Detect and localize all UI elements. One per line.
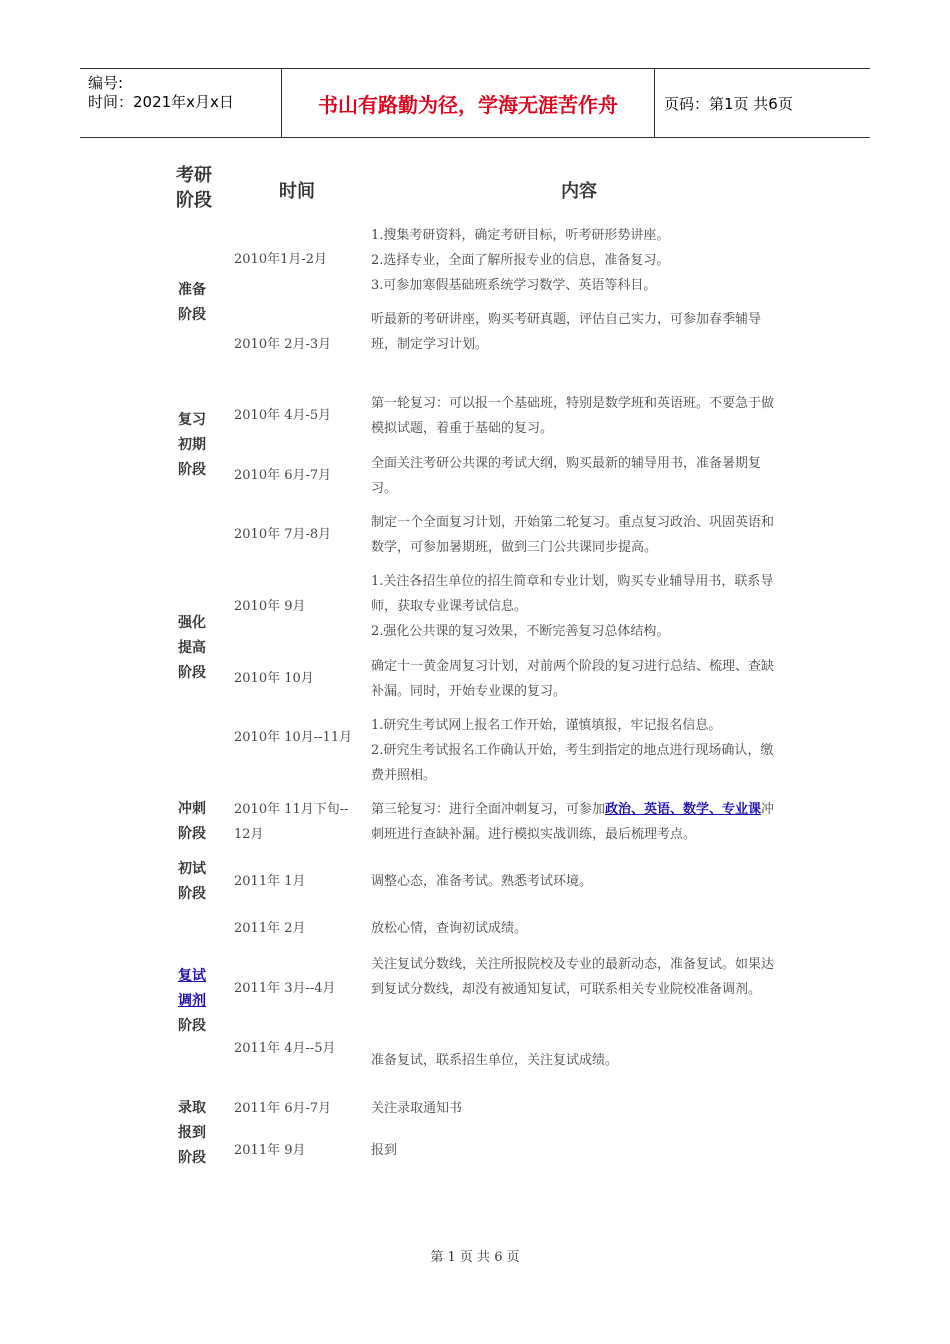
header-divider [654, 69, 655, 137]
content-line: 听最新的考研讲座，购买考研真题，评估自己实力，可参加春季辅导班，制定学习计划。 [371, 312, 762, 352]
row-content [371, 952, 781, 1002]
stage-prelim-exam [178, 857, 218, 907]
row-content [371, 223, 781, 298]
content-line: 1.搜集考研资料，确定考研目标，听考研形势讲座。 [371, 228, 670, 243]
row-content [371, 1138, 781, 1163]
page-footer: 第 1 页 共 6 页 [430, 1250, 520, 1265]
row-time: 2010年 2月-3月 [234, 337, 332, 352]
stage-label-line: 录取 [178, 1100, 206, 1116]
row-time: 2010年 9月 [234, 599, 306, 614]
content-line: 1.关注各招生单位的招生简章和专业计划，购买专业辅导用书，联系导师，获取专业课考试信息。 [371, 574, 774, 614]
row-time: 2011年 9月 [234, 1143, 306, 1158]
stage-retest [178, 964, 218, 1039]
content-line: 制定一个全面复习计划，开始第二轮复习。重点复习政治、巩固英语和数学，可参加暑期班，做到三门公共课同步提高。 [371, 515, 775, 555]
row-time: 2010年 10月 [234, 671, 314, 686]
course-link[interactable]: 政治、英语、数学、专业课 [605, 802, 762, 817]
stage-label-line: 提高 [178, 640, 206, 656]
row-content [371, 391, 781, 441]
stage-label-line: 强化 [178, 615, 206, 631]
content-line: 关注复试分数线，关注所报院校及专业的最新动态，准备复试。如果达到复试分数线，却没有被通知复试，可联系相关专业院校准备调剂。 [371, 957, 775, 997]
stage-label-line: 准备 [178, 282, 206, 298]
row-content [371, 451, 781, 501]
column-header-stage [176, 163, 212, 213]
content-line: 3.可参加寒假基础班系统学习数学、英语等科目。 [371, 278, 657, 293]
row-time: 2010年 11月下旬-- 12月 [234, 802, 349, 842]
row-content [371, 654, 781, 704]
row-time: 2010年 6月-7月 [234, 468, 332, 483]
header-left-cell [80, 69, 280, 137]
row-content [371, 569, 781, 644]
number-label: 编号: [88, 74, 124, 92]
stage-admission [178, 1096, 218, 1171]
stage-label-line: 阶段 [178, 307, 206, 323]
row-time: 2010年 7月-8月 [234, 527, 332, 542]
row-time: 2011年 2月 [234, 921, 306, 936]
content-line: 确定十一黄金周复习计划，对前两个阶段的复习进行总结、梳理、查缺补漏。同时，开始专业课的复习。 [371, 659, 775, 699]
row-time: 2011年 1月 [234, 874, 306, 889]
content-line: 放松心情，查询初试成绩。 [371, 921, 528, 936]
row-time: 2011年 6月-7月 [234, 1101, 332, 1116]
column-header-content: 内容 [561, 181, 597, 202]
row-time: 2010年1月-2月 [234, 252, 328, 267]
page-label: 页码：第1页 共6页 [664, 95, 793, 113]
stage-link-adjust[interactable]: 调剂 [178, 993, 206, 1009]
stage-label-line: 阶段 [178, 886, 206, 902]
content-line: 全面关注考研公共课的考试大纲，购买最新的辅导用书，准备暑期复习。 [371, 456, 762, 496]
content-line: 调整心态，准备考试。熟悉考试环境。 [371, 874, 593, 889]
content-line: 2.研究生考试报名工作确认开始，考生到指定的地点进行现场确认，缴费并照相。 [371, 743, 774, 783]
stage-link-retest[interactable]: 复试 [178, 968, 206, 984]
row-content [371, 916, 781, 941]
row-content [371, 510, 781, 560]
stage-label-line: 复习 [178, 412, 206, 428]
content-line: 1.研究生考试网上报名工作开始，谨慎填报，牢记报名信息。 [371, 718, 722, 733]
row-content [371, 1048, 781, 1073]
stage-label-line: 初期 [178, 437, 206, 453]
content-line: 第一轮复习：可以报一个基础班，特别是数学班和英语班。不要急于做模拟试题，着重于基础的复习。 [371, 396, 775, 436]
content-line: 准备复试，联系招生单位，关注复试成绩。 [371, 1053, 619, 1068]
stage-early-review [178, 408, 218, 483]
row-content [371, 713, 781, 788]
stage-prep [178, 278, 218, 328]
content-text: 第三轮复习：进行全面冲刺复习，可参加 [371, 802, 606, 817]
content-line: 2.选择专业，全面了解所报专业的信息，准备复习。 [371, 253, 670, 268]
stage-label-line: 阶段 [178, 826, 206, 842]
stage-label-line: 阶段 [178, 462, 206, 478]
content-line: 关注录取通知书 [371, 1101, 463, 1116]
content-line: 报到 [371, 1143, 398, 1158]
column-header-stage-line: 阶段 [176, 190, 212, 211]
stage-label-line: 冲刺 [178, 801, 206, 817]
stage-sprint [178, 797, 218, 847]
row-content [371, 307, 781, 357]
row-time: 2010年 4月-5月 [234, 408, 332, 423]
column-header-stage-line: 考研 [176, 165, 212, 186]
row-time: 2011年 4月--5月 [234, 1041, 336, 1056]
content-text: 冲刺班进行查缺补漏。进行模拟实战训练，最后梳理考点。 [371, 802, 775, 842]
stage-intensive [178, 611, 218, 686]
stage-label-line: 初试 [178, 861, 206, 877]
column-header-time: 时间 [279, 181, 315, 202]
stage-label-line: 阶段 [178, 665, 206, 681]
motto: 书山有路勤为径，学海无涯苦作舟 [318, 92, 618, 117]
row-content [371, 797, 781, 847]
content-line: 2.强化公共课的复习效果，不断完善复习总体结构。 [371, 624, 670, 639]
row-content [371, 1096, 781, 1121]
row-content [371, 869, 781, 894]
stage-label-line: 阶段 [178, 1018, 206, 1034]
row-time: 2011年 3月--4月 [234, 981, 336, 996]
row-time: 2010年 10月--11月 [234, 730, 353, 745]
stage-label-line: 阶段 [178, 1150, 206, 1166]
time-label: 时间：2021年x月x日 [88, 93, 234, 111]
document-header [80, 68, 870, 138]
stage-label-line: 报到 [178, 1125, 206, 1141]
